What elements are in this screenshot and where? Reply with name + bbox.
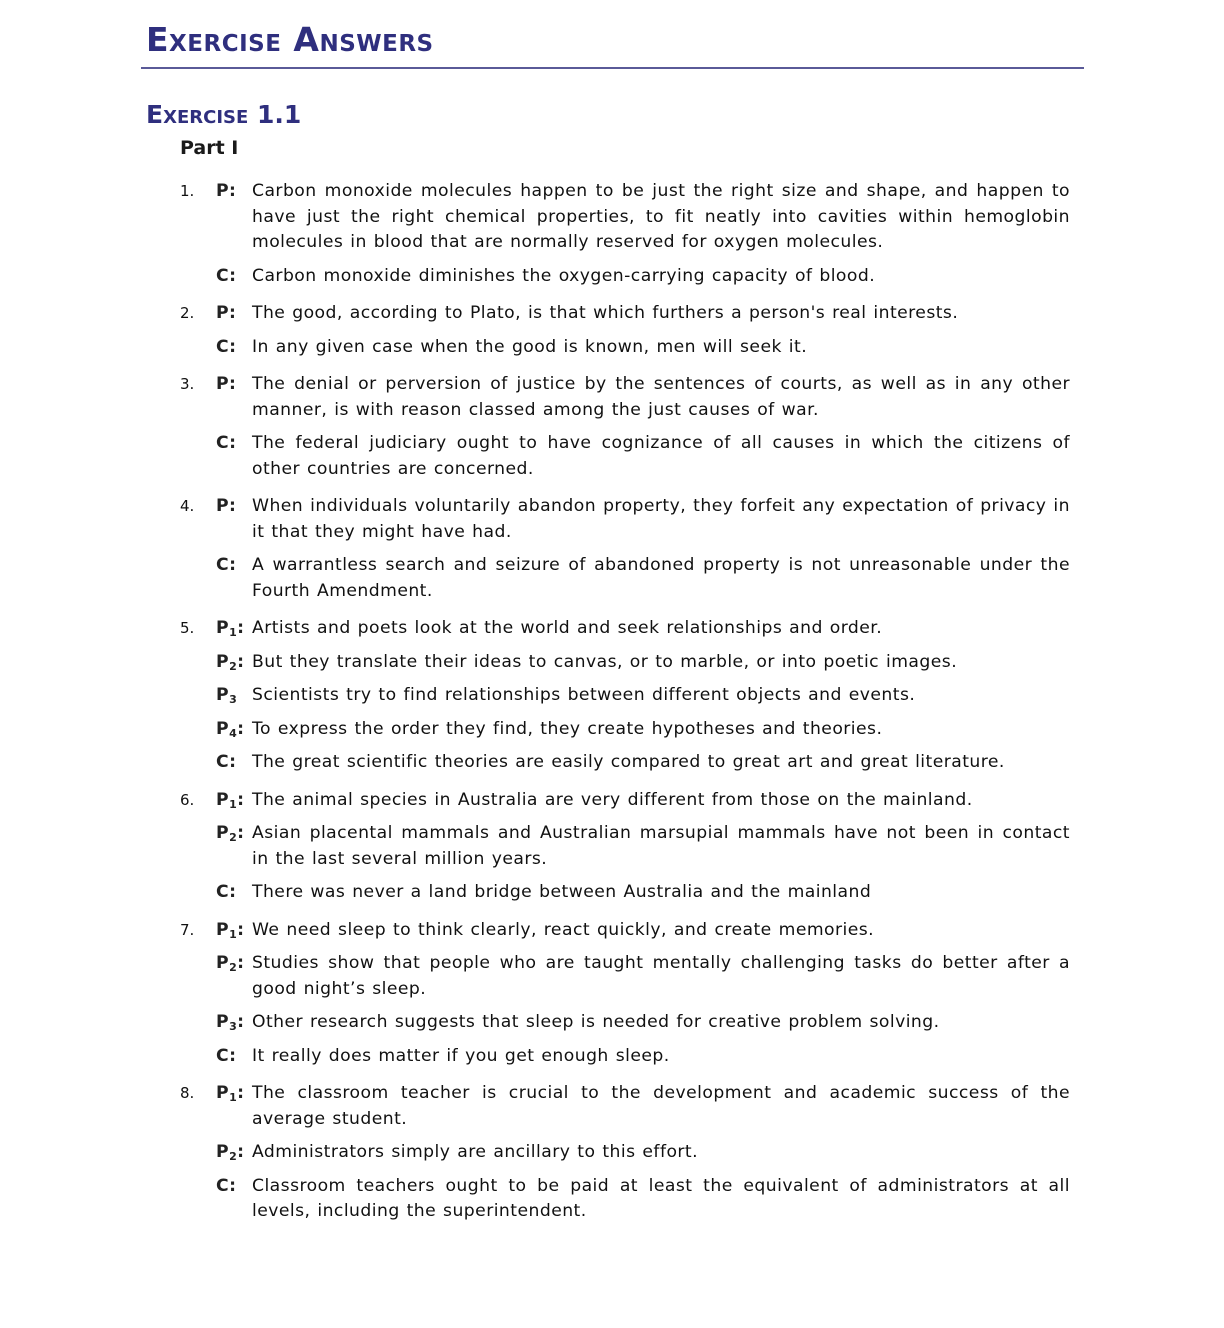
answer-item (180, 372, 1070, 482)
conclusion-label: C: (216, 265, 237, 286)
premise-text: Studies show that people who are taught mentally challenging tasks do better after a good night’s sleep. (252, 953, 1070, 999)
conclusion-text: It really does matter if you get enough sleep. (252, 1045, 670, 1066)
premise-label: $P_1$: (216, 1083, 245, 1104)
premise-text: But they translate their ideas to canvas, or to marble, or into poetic images. (252, 651, 958, 672)
answer-list (180, 179, 1070, 1237)
conclusion-line (216, 1044, 1070, 1070)
premise-label: P: (216, 374, 237, 394)
answer-item (180, 918, 1070, 1070)
premise-text: The good, according to Plato, is that which furthers a person's real interests. (252, 303, 959, 323)
conclusion-text: There was never a land bridge between Australia and the mainland (252, 882, 872, 902)
premise-line (216, 372, 1070, 423)
conclusion-label: C: (216, 882, 237, 902)
conclusion-line (216, 1174, 1070, 1225)
conclusion-text: The federal judiciary ought to have cognizance of all causes in which the citizens of other countries are concerned. (252, 433, 1070, 479)
conclusion-label: C: (216, 433, 237, 453)
item-number: 1. (180, 182, 195, 200)
conclusion-line (216, 335, 1070, 361)
conclusion-label: C: (216, 336, 237, 357)
page-title: Exercise Answers (146, 20, 434, 59)
conclusion-text: A warrantless search and seizure of abandoned property is not unreasonable under the Fourth Amendment. (252, 555, 1070, 601)
answer-item (180, 616, 1070, 776)
premise-line (216, 683, 1070, 709)
premise-label: P: (216, 181, 237, 201)
conclusion-label: C: (216, 1175, 237, 1196)
answer-item (180, 1081, 1070, 1225)
premise-line (216, 918, 1070, 944)
conclusion-line (216, 750, 1070, 776)
premise-line (216, 821, 1070, 872)
answer-item (180, 788, 1070, 906)
conclusion-text: Classroom teachers ought to be paid at least the equivalent of administrators at all levels, including the superintendent. (252, 1175, 1070, 1221)
item-number: 4. (180, 497, 195, 515)
premise-text: The denial or perversion of justice by the sentences of courts, as well as in any other manner, is with reason classed among the just causes of war. (252, 374, 1070, 420)
premise-label: $P_1$: (216, 789, 245, 811)
premise-line (216, 788, 1070, 814)
premise-label: $P_4$: (216, 718, 245, 740)
premise-label: $P_2$: (216, 953, 245, 974)
premise-line (216, 1081, 1070, 1132)
premise-text: Other research suggests that sleep is needed for creative problem solving. (252, 1012, 940, 1032)
answer-item (180, 494, 1070, 604)
premise-label: $P_2$: (216, 1142, 245, 1163)
premise-text: Artists and poets look at the world and seek relationships and order. (252, 618, 883, 638)
premise-line (216, 494, 1070, 545)
premise-line (216, 951, 1070, 1002)
item-number: 8. (180, 1084, 195, 1102)
conclusion-line (216, 264, 1070, 290)
premise-label: $P_3$: (216, 1012, 245, 1033)
premise-text: The animal species in Australia are very different from those on the mainland. (252, 789, 973, 810)
premise-text: We need sleep to think clearly, react quickly, and create memories. (252, 919, 875, 940)
conclusion-line (216, 880, 1070, 906)
premise-line (216, 616, 1070, 642)
item-number: 2. (180, 304, 195, 322)
section-heading: Exercise 1.1 (146, 100, 302, 129)
item-number: 3. (180, 375, 195, 393)
premise-line (216, 1140, 1070, 1166)
premise-label: $P_1$: (216, 919, 245, 941)
answer-item (180, 179, 1070, 289)
premise-line (216, 1010, 1070, 1036)
title-divider (141, 67, 1084, 69)
premise-label: $P_2$: (216, 651, 245, 673)
premise-text: Asian placental mammals and Australian marsupial mammals have not been in contact in the last several million years. (252, 823, 1070, 869)
premise-text: When individuals voluntarily abandon property, they forfeit any expectation of privacy in it that they might have had. (252, 496, 1070, 542)
premise-text: Scientists try to find relationships between different objects and events. (252, 685, 916, 705)
premise-line (216, 717, 1070, 743)
conclusion-line (216, 553, 1070, 604)
answer-item (180, 301, 1070, 360)
conclusion-label: C: (216, 752, 237, 772)
conclusion-line (216, 431, 1070, 482)
premise-line (216, 301, 1070, 327)
part-heading: Part I (180, 137, 239, 159)
conclusion-text: The great scientific theories are easily compared to great art and great literature. (252, 752, 1005, 772)
premise-text: Carbon monoxide molecules happen to be just the right size and shape, and happen to have just the right chemical properties, to fit neatly into cavities within hemoglobin molecules in blood that are normally reserved for oxygen molecules. (252, 181, 1070, 252)
item-number: 6. (180, 790, 195, 809)
premise-label: $P_1$: (216, 618, 245, 639)
conclusion-label: C: (216, 1045, 237, 1066)
premise-text: The classroom teacher is crucial to the development and academic success of the average student. (252, 1083, 1070, 1129)
premise-text: To express the order they find, they create hypotheses and theories. (252, 718, 883, 739)
conclusion-label: C: (216, 555, 237, 575)
premise-label: P: (216, 496, 237, 516)
item-number: 7. (180, 920, 195, 939)
conclusion-text: In any given case when the good is known, men will seek it. (252, 336, 808, 357)
premise-label: P: (216, 303, 237, 323)
premise-line (216, 650, 1070, 676)
premise-label: $P_3$ (216, 685, 238, 706)
premise-label: $P_2$: (216, 823, 245, 844)
conclusion-text: Carbon monoxide diminishes the oxygen-carrying capacity of blood. (252, 265, 876, 286)
premise-text: Administrators simply are ancillary to this effort. (252, 1142, 699, 1162)
premise-line (216, 179, 1070, 256)
item-number: 5. (180, 619, 195, 637)
